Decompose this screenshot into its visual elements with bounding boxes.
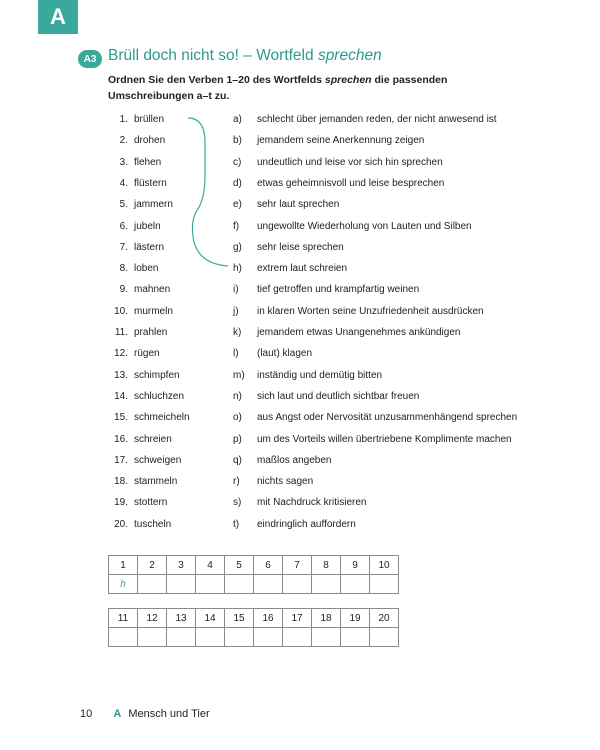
definition-text: in klaren Worten seine Unzufriedenheit ausdrücken xyxy=(257,305,484,317)
definition-letter: l) xyxy=(233,348,239,360)
verb-number: 9. xyxy=(119,284,128,296)
page-number: 10 xyxy=(80,708,93,720)
verb-word: rügen xyxy=(134,348,160,360)
verb-word: jubeln xyxy=(134,220,161,232)
verb-number: 18. xyxy=(114,476,128,488)
verb-number: 7. xyxy=(119,241,128,253)
definition-text: tief getroffen und krampfartig weinen xyxy=(257,284,420,296)
definition-text: jemandem etwas Unangenehmes ankündigen xyxy=(257,327,461,338)
verb-number: 6. xyxy=(119,220,128,232)
verb-number: 13. xyxy=(114,369,128,381)
grid-answer-cell[interactable] xyxy=(196,628,225,647)
definition-letter: s) xyxy=(233,497,242,509)
grid-number-cell: 4 xyxy=(196,556,225,575)
definition-text: eindringlich auffordern xyxy=(257,518,356,530)
definition-letter: f) xyxy=(233,220,240,232)
exercise-badge: A3 xyxy=(78,50,102,68)
verb-word: jammern xyxy=(134,199,173,211)
grid-answer-cell[interactable] xyxy=(254,575,283,594)
verb-word: stottern xyxy=(134,497,168,509)
verb-number: 20. xyxy=(114,518,128,530)
exercise-title-italic: sprechen xyxy=(317,47,382,64)
grid-number-cell: 16 xyxy=(254,609,283,628)
instructions-part2: die passenden Umschreibungen a–t zu. xyxy=(108,74,448,102)
grid-answer-cell[interactable] xyxy=(370,628,399,647)
grid-answer-cell[interactable]: h xyxy=(109,575,138,594)
verb-word: schluchzen xyxy=(134,390,185,402)
verb-number: 17. xyxy=(114,454,128,466)
definition-text: extrem laut schreien xyxy=(257,263,348,275)
definition-letter: b) xyxy=(233,135,242,147)
grid-number-cell: 10 xyxy=(370,556,399,575)
grid-answer-cell[interactable] xyxy=(109,628,138,647)
grid-answer-cell[interactable] xyxy=(167,575,196,594)
grid-answer-cell[interactable] xyxy=(341,575,370,594)
verb-word: lästern xyxy=(134,241,165,253)
verb-word: loben xyxy=(134,263,159,275)
verb-number: 10. xyxy=(114,305,128,317)
verb-number: 12. xyxy=(114,348,128,360)
definition-letter: p) xyxy=(233,433,242,445)
grid-answer-cell[interactable] xyxy=(283,575,312,594)
verb-word: schreien xyxy=(134,433,172,445)
grid-answer-cell[interactable] xyxy=(225,575,254,594)
verb-word: schweigen xyxy=(134,454,182,466)
definition-text: sich laut und deutlich sichtbar freuen xyxy=(257,390,420,402)
grid-answer-cell[interactable] xyxy=(254,628,283,647)
definition-text: jemandem seine Anerkennung zeigen xyxy=(257,135,425,147)
verb-word: brüllen xyxy=(134,114,165,125)
definition-letter: o) xyxy=(233,412,242,424)
answer-grid-2-numbers xyxy=(109,609,399,628)
verb-word: stammeln xyxy=(134,476,178,488)
definition-letter: e) xyxy=(233,199,242,211)
verb-word: tuscheln xyxy=(134,518,172,530)
definition-letter: n) xyxy=(233,390,242,402)
definition-letter: d) xyxy=(233,177,242,189)
grid-answer-cell[interactable] xyxy=(341,628,370,647)
verb-number: 4. xyxy=(119,177,128,189)
grid-number-cell: 20 xyxy=(370,609,399,628)
grid-number-cell: 18 xyxy=(312,609,341,628)
grid-answer-cell[interactable] xyxy=(370,575,399,594)
definition-text: undeutlich und leise vor sich hin sprechen xyxy=(257,156,443,168)
definition-text: um des Vorteils willen übertriebene Komplimente machen xyxy=(257,433,512,445)
grid-number-cell: 15 xyxy=(225,609,254,628)
grid-number-cell: 3 xyxy=(167,556,196,575)
grid-number-cell: 2 xyxy=(138,556,167,575)
definition-text: aus Angst oder Nervosität unzusammenhängend sprechen xyxy=(257,412,518,424)
answer-grid-2 xyxy=(108,608,399,647)
grid-number-cell: 11 xyxy=(109,609,138,628)
definition-letter: r) xyxy=(233,476,240,488)
verb-number: 1. xyxy=(119,114,128,125)
definition-text: sehr leise sprechen xyxy=(257,241,344,253)
page-footer xyxy=(80,708,210,720)
grid-number-cell: 14 xyxy=(196,609,225,628)
chapter-tab: A xyxy=(38,0,78,34)
grid-answer-cell[interactable] xyxy=(138,575,167,594)
verb-number: 19. xyxy=(114,497,128,509)
answer-grid-1-numbers xyxy=(109,556,399,575)
grid-answer-cell[interactable] xyxy=(225,628,254,647)
definition-letter: h) xyxy=(233,263,242,275)
definition-text: maßlos angeben xyxy=(257,454,332,466)
definition-text: sehr laut sprechen xyxy=(257,199,340,211)
verb-number: 2. xyxy=(119,135,128,147)
grid-answer-cell[interactable] xyxy=(312,575,341,594)
definition-letter: q) xyxy=(233,454,242,466)
grid-answer-cell[interactable] xyxy=(138,628,167,647)
definition-text: etwas geheimnisvoll und leise besprechen xyxy=(257,177,445,189)
verb-number: 14. xyxy=(114,390,128,402)
verb-word: schimpfen xyxy=(134,369,180,381)
grid-number-cell: 9 xyxy=(341,556,370,575)
grid-answer-cell[interactable] xyxy=(196,575,225,594)
unit-letter: A xyxy=(113,708,122,720)
grid-answer-cell[interactable] xyxy=(167,628,196,647)
definition-letter: g) xyxy=(233,241,242,253)
verb-number: 11. xyxy=(114,327,128,338)
verb-word: schmeicheln xyxy=(134,412,190,424)
answer-grid-1 xyxy=(108,555,399,594)
verb-number: 3. xyxy=(119,156,128,168)
definition-letter: k) xyxy=(233,327,242,338)
grid-number-cell: 6 xyxy=(254,556,283,575)
definition-text: nichts sagen xyxy=(257,476,314,488)
grid-number-cell: 19 xyxy=(341,609,370,628)
verb-word: flüstern xyxy=(134,177,167,189)
grid-number-cell: 17 xyxy=(283,609,312,628)
grid-number-cell: 12 xyxy=(138,609,167,628)
definition-letter: t) xyxy=(233,518,240,530)
definition-letter: m) xyxy=(233,369,245,381)
instructions-italic: sprechen xyxy=(324,74,372,86)
definition-letter: j) xyxy=(233,305,239,317)
instructions-part1: Ordnen Sie den Verben 1–20 des Wortfelds xyxy=(108,74,325,86)
definition-letter: i) xyxy=(233,284,239,296)
exercise-title-main: Brüll doch nicht so! – Wortfeld xyxy=(108,47,318,64)
verb-word: flehen xyxy=(134,156,162,168)
grid-number-cell: 5 xyxy=(225,556,254,575)
definition-letter: a) xyxy=(233,114,242,125)
grid-number-cell: 7 xyxy=(283,556,312,575)
definition-text: ungewollte Wiederholung von Lauten und Silben xyxy=(257,220,472,232)
verb-number: 15. xyxy=(114,412,128,424)
grid-answer-cell[interactable] xyxy=(283,628,312,647)
grid-number-cell: 1 xyxy=(109,556,138,575)
connector-curve xyxy=(188,118,228,266)
definition-text: mit Nachdruck kritisieren xyxy=(257,497,367,509)
definition-text: inständig und demütig bitten xyxy=(257,369,383,381)
verb-number: 5. xyxy=(119,199,128,211)
definition-letter: c) xyxy=(233,156,242,168)
grid-number-cell: 13 xyxy=(167,609,196,628)
grid-answer-cell[interactable] xyxy=(312,628,341,647)
verb-number: 8. xyxy=(119,263,128,275)
grid-number-cell: 8 xyxy=(312,556,341,575)
verb-word: prahlen xyxy=(134,327,168,338)
verb-word: murmeln xyxy=(134,305,173,317)
definition-text: schlecht über jemanden reden, der nicht anwesend ist xyxy=(257,114,497,125)
answer-grid-2-answers xyxy=(109,628,399,647)
definition-text: (laut) klagen xyxy=(257,348,313,360)
verb-word: mahnen xyxy=(134,284,171,296)
verb-number: 16. xyxy=(114,433,128,445)
verb-word: drohen xyxy=(134,135,166,147)
unit-title: Mensch und Tier xyxy=(128,708,210,720)
answer-grid-1-answers xyxy=(109,575,399,594)
